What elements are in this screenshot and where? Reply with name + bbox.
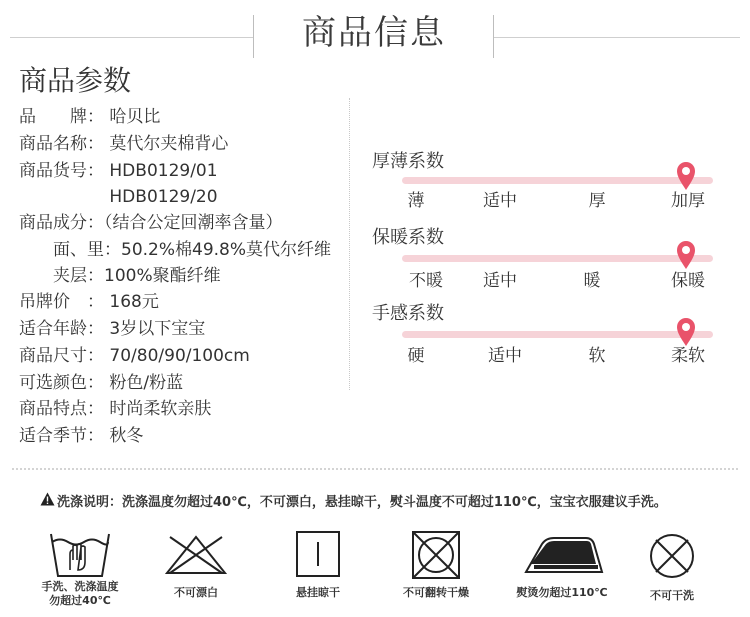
gauge-label: 薄 [407, 191, 425, 211]
gauge-bar [402, 255, 713, 262]
param-line: 商品特点： 时尚柔软亲肤 [19, 399, 212, 419]
gauge-label: 厚 [588, 191, 606, 211]
header-tick-left [253, 15, 254, 58]
gauge-label: 适中 [483, 191, 517, 211]
gauge-label: 暖 [583, 271, 601, 291]
care-label: 悬挂晾干 [296, 586, 340, 599]
param-line: 适合季节： 秋冬 [19, 426, 144, 446]
gauge-label: 硬 [407, 346, 425, 366]
gauge-title: 厚薄系数 [372, 151, 444, 172]
hang-dry-icon [295, 530, 341, 578]
param-line: 品 牌： 哈贝比 [19, 107, 161, 127]
param-line: 可选颜色： 粉色/粉蓝 [19, 373, 184, 393]
gauge-label: 适中 [483, 271, 517, 291]
no-bleach-icon [164, 533, 228, 575]
param-line: 商品成分：（结合公定回潮率含量） [19, 213, 283, 233]
header-rule-right [494, 37, 740, 38]
gauge-title: 保暖系数 [372, 227, 444, 248]
location-pin-icon [675, 161, 697, 191]
params-title: 商品参数 [19, 64, 132, 97]
page-title: 商品信息 [302, 13, 446, 53]
gauge-bar [402, 177, 713, 184]
param-line: 商品名称： 莫代尔夹棉背心 [19, 134, 229, 154]
hand-wash-icon [48, 530, 112, 580]
gauge-label: 加厚 [671, 191, 705, 211]
gauge-title: 手感系数 [372, 303, 444, 324]
param-line: 商品尺寸： 70/80/90/100cm [19, 346, 250, 366]
param-line: 商品货号： HDB0129/01 [19, 161, 218, 181]
care-label: 不可漂白 [174, 586, 218, 599]
param-line: 适合年龄： 3岁以下宝宝 [19, 319, 206, 339]
param-line: HDB0129/20 [19, 187, 218, 207]
gauge-label: 保暖 [671, 271, 705, 291]
gauge-bar [402, 331, 713, 338]
care-label: 不可翻转干燥 [403, 586, 469, 599]
section-divider [12, 468, 738, 470]
param-line: 夹层：100%聚酯纤维 [19, 266, 221, 286]
wash-instructions: 洗涤说明：洗涤温度勿超过40℃，不可漂白，悬挂晾干，熨斗温度不可超过110℃，宝宝衣服建议手洗。 [57, 495, 667, 510]
no-dry-clean-icon [648, 532, 696, 580]
warning-icon [40, 492, 55, 506]
header-rule-left [10, 37, 253, 38]
location-pin-icon [675, 317, 697, 347]
no-tumble-dry-icon [410, 529, 462, 581]
gauge-label: 软 [588, 346, 606, 366]
column-divider [349, 98, 350, 390]
gauge-label: 柔软 [671, 346, 705, 366]
param-line: 吊牌价 ： 168元 [19, 292, 159, 312]
location-pin-icon [675, 240, 697, 270]
param-line: 面、里：50.2%棉49.8%莫代尔纤维 [19, 240, 332, 260]
gauge-label: 不暖 [409, 271, 443, 291]
care-label: 熨烫勿超过110℃ [516, 586, 608, 599]
care-label: 不可干洗 [650, 589, 694, 602]
iron-110-icon [522, 534, 608, 576]
gauge-label: 适中 [488, 346, 522, 366]
care-label: 手洗、洗涤温度 勿超过40℃ [41, 580, 119, 607]
